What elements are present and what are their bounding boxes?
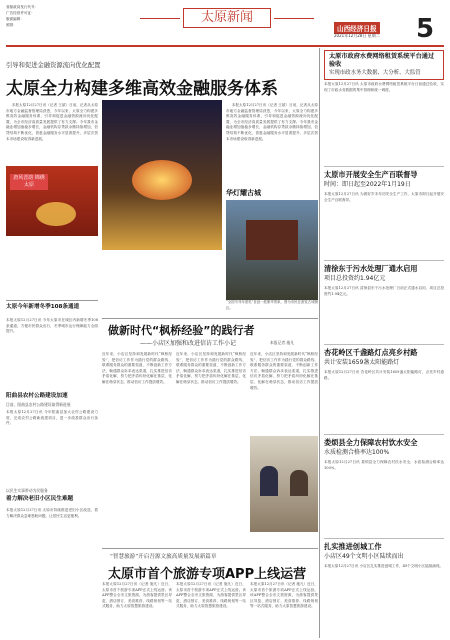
right-story-body: 本报太原12月27日讯 清徐县东于污水处理厂日前正式通水启用，项目总投资约1.94亿元。 [324, 286, 444, 296]
story-rule [102, 548, 318, 549]
fengqiao-headline: 做新时代“枫桥经验”的践行者 [108, 324, 255, 337]
right-story [324, 50, 444, 80]
gate-tower [246, 220, 298, 260]
right-story-title: 扎实推进创城工作 [324, 542, 382, 551]
masthead-info-line: 省邮政局发行代号： [6, 5, 39, 9]
right-rule [324, 434, 444, 435]
fengqiao-body-col3: 近年来，小店区坚持和发展新时代“枫桥经验”，把信访工作作为践行党的群众路线、联系服务群众的重要渠道，不断创新工作方法，畅通群众诉求表达渠道，扎实推进信访矛盾化解，努力把矛盾纠纷化解在基层、化解在萌芽状态，推动信访工作提质增效。 [250, 352, 318, 390]
fengqiao-subhead: ——小店区加强和改进信访工作小记 [140, 340, 237, 347]
right-rule [324, 260, 444, 261]
column-divider [319, 48, 320, 638]
right-story-sub: 小店区49个文明小区陆续而出 [324, 553, 404, 560]
brief-body: 本报太原12月27日讯 今年阳曲县加大农村公路建设力度，完成农村公路新改建项目，进一步改善群众出行条件。 [6, 410, 98, 426]
right-story-body: 本报太原12月27日讯 杏花岭区共计安装1659盏太阳能路灯，点亮乡村道路。 [324, 370, 444, 380]
right-rule [324, 344, 444, 345]
right-story-body: 本报太原12月27日讯 娄烦县全力保障农村饮水安全，水质检测合格率达100%。 [324, 460, 444, 470]
masthead-rule [6, 45, 444, 47]
brief-rule [6, 300, 98, 301]
paper-date: 2021年12月28日 星期二 [334, 33, 380, 38]
right-story-title: 杏花岭区千盏路灯点亮乡村路 [324, 348, 418, 357]
right-story-body: 本报太原12月27日讯 小店区扎实推进创城工作，49个文明小区陆续涌现。 [324, 564, 444, 568]
lead-body: 本报太原12月27日讯（记者 王斌）日前，记者从太原市地方金融监督管理局获悉，今年以来，太原全力构建多维高效金融服务体系，引导和促进金融资源流向优化配置，为全市经济高质量发展提供了有力支撑。今年我市金融业增加值稳步增长，金融机构存贷款余额持续增加，信贷结构不断优化，普惠金融服务水平显著提升，多层次资本市场建设取得新进展。 [6, 103, 98, 141]
right-story-title: 太原市政府水费网络租赁系统平台通过验收 [329, 53, 435, 68]
right-story-sub: 共计安装1659盏太阳能路灯 [324, 359, 400, 366]
brief-body: 本报太原12月27日讯 太原市持续推进老旧小区改造，着力解决群众急难愁盼问题，让居民生活更便利。 [6, 508, 98, 518]
right-story-title: 太原市开展安全生产百联督导 [324, 170, 418, 179]
app-kicker: “智慧旅游”开启吾源文旅高质量发展新篇章 [110, 554, 217, 560]
paper-name: 山西经济日报 [334, 22, 380, 34]
brief-sub: 以民生实事带动为民服务 [6, 488, 48, 493]
masthead-info-line: 版面编辑： [6, 17, 24, 21]
lead-body-col3: 本报太原12月27日讯（记者 王斌）日前，记者从太原市地方金融监督管理局获悉，今年以来，太原全力构建多维高效金融服务体系，引导和促进金融资源流向优化配置，为全市经济高质量发展提供了有力支撑。今年我市金融业增加值稳步增长，金融机构存贷款余额持续增加，信贷结构不断优化，普惠金融服务水平显著提升，多层次资本市场建设取得新进展。 [226, 103, 318, 141]
brief-title: 太原今年新增冬季108条通道 [6, 304, 80, 310]
app-body-col3: 本报太原12月27日讯（记者 施凡）近日，太原市首个旅游专项APP正式上线运营。该APP整合全市文旅资源，为游客提供景区导览、酒店预订、美食推荐、线路规划等一站式服务，助力太原智慧旅游建设。 [250, 582, 318, 609]
lantern-photo [102, 100, 222, 250]
section-title: 太原新闻 [183, 8, 271, 28]
right-rule [324, 538, 444, 539]
feature-note: “全国书刊年度奖”首创一派繁华景象，图为市民在游览古城街区。 [226, 300, 318, 310]
lead-photo [6, 166, 98, 236]
right-story-sub: 时间：即日起至2022年1月19日 [324, 181, 411, 188]
right-story-sub: 项目总投资约1.94亿元 [324, 275, 386, 282]
right-story-sub: 实现市政水务大数据、大分析、大监管 [329, 70, 421, 76]
brief-title: 着力解决老旧小区民生难题 [6, 496, 74, 502]
app-headline: 太原市首个旅游专项APP上线运营 [108, 567, 307, 582]
office-photo [250, 436, 318, 532]
person-figure [260, 466, 278, 496]
masthead-info-line: 照排： [6, 23, 17, 27]
feature-photo [226, 200, 318, 300]
lead-headline: 太原全力构建多维高效金融服务体系 [6, 79, 278, 99]
brief-sub: 目前，阳曲县农村公路建设取得新进展 [6, 402, 71, 407]
page-number: 5 [416, 14, 435, 44]
right-story-body: 本报太原12月27日讯 太原市政府水费网络租赁系统平台日前通过验收，实现了市政水务数据的集中管理和统一调度。 [324, 82, 444, 92]
masthead-info [6, 4, 156, 28]
lead-kicker: 引导和促进金融资源流向优化配置 [6, 62, 101, 69]
story-rule [102, 318, 318, 319]
fengqiao-body-col2: 近年来，小店区坚持和发展新时代“枫桥经验”，把信访工作作为践行党的群众路线、联系服务群众的重要渠道，不断创新工作方法，畅通群众诉求表达渠道，扎实推进信访矛盾化解，努力把矛盾纠纷化解在基层、化解在萌芽状态，推动信访工作提质增效。 [176, 352, 246, 384]
app-body-col2: 本报太原12月27日讯（记者 施凡）近日，太原市首个旅游专项APP正式上线运营。该APP整合全市文旅资源，为游客提供景区导览、酒店预订、美食推荐、线路规划等一站式服务，助力太原智慧旅游建设。 [176, 582, 246, 609]
right-story-title: 娄烦县全力保障农村饮水安全 [324, 438, 418, 447]
lead-photo-caption: 唐风晋韵 锦绣太原 [10, 174, 48, 190]
masthead-info-line: 广告经营许可证： [6, 11, 35, 15]
brief-title: 阳曲县农村公路建设加速 [6, 393, 68, 399]
lantern-shape [36, 202, 76, 226]
right-story-sub: 水质检测合格率达100% [324, 449, 390, 456]
fengqiao-byline: 本报记者 施凡 [270, 340, 294, 345]
app-body-col1: 本报太原12月27日讯（记者 施凡）近日，太原市首个旅游专项APP正式上线运营。该APP整合全市文旅资源，为游客提供景区导览、酒店预订、美食推荐、线路规划等一站式服务，助力太原智慧旅游建设。 [102, 582, 172, 609]
right-story-body: 本报太原12月27日讯 为做好岁末年初安全生产工作，太原市即日起开展安全生产百联督导。 [324, 192, 444, 202]
right-rule [324, 166, 444, 167]
right-story-title: 清徐东于污水处理厂通水启用 [324, 264, 418, 273]
brief-body: 本报太原12月27日讯 今年太原市在城区内新增冬季108条通道，方便市民群众出行，冬季城市运行保障能力全面提升。 [6, 318, 98, 334]
fengqiao-body-col1: 近年来，小店区坚持和发展新时代“枫桥经验”，把信访工作作为践行党的群众路线、联系服务群众的重要渠道，不断创新工作方法，畅通群众诉求表达渠道，扎实推进信访矛盾化解，努力把矛盾纠纷化解在基层、化解在萌芽状态，推动信访工作提质增效。 [102, 352, 172, 384]
feature-label: 华灯耀古城 [226, 189, 261, 197]
person-figure [290, 470, 308, 496]
lantern-glow [132, 160, 192, 200]
